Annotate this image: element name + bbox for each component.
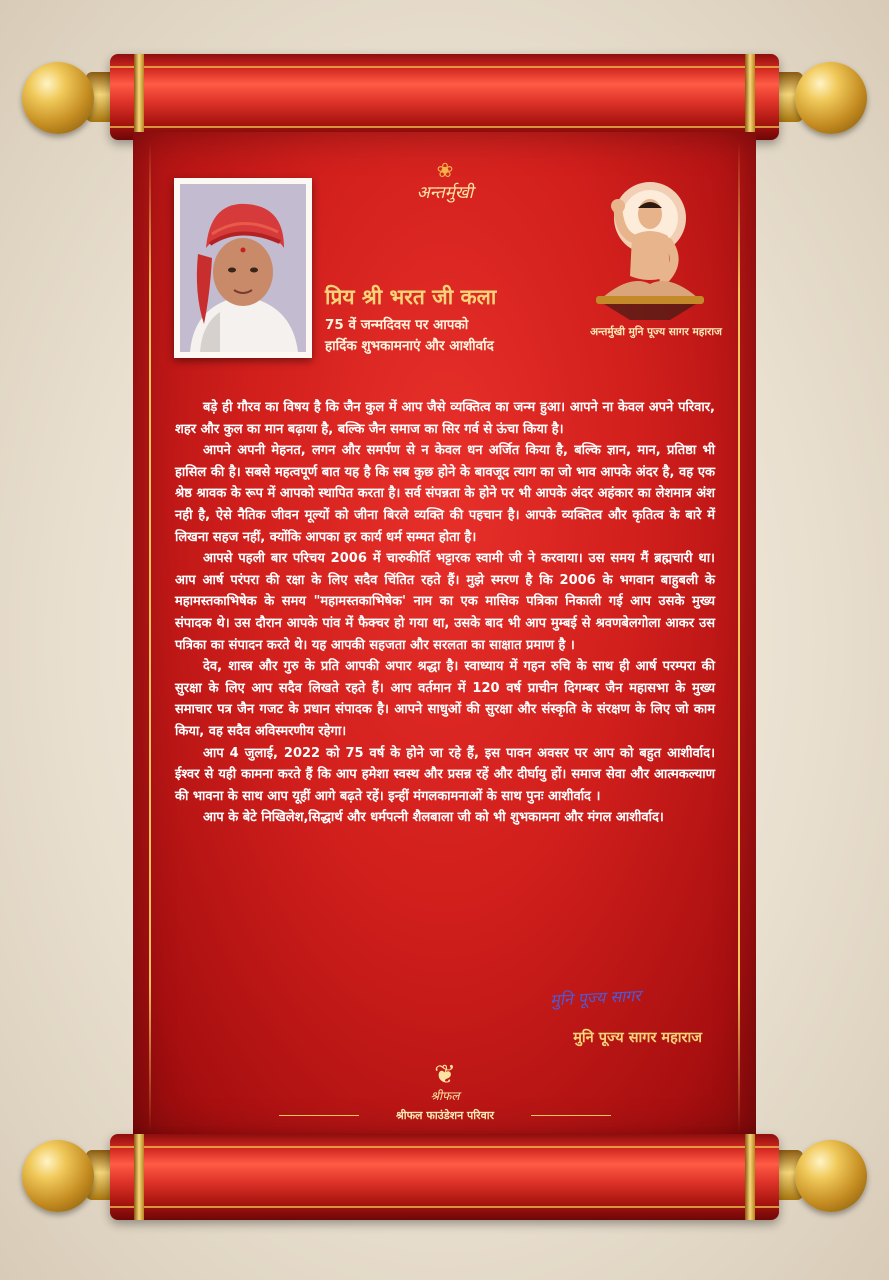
- shriphal-mark-icon: ❦: [434, 1060, 456, 1090]
- monk-caption: अन्तर्मुखी मुनि पूज्य सागर महाराज: [590, 326, 722, 338]
- logo-text: अन्तर्मुखी: [416, 183, 474, 203]
- paragraph-4: देव, शास्त्र और गुरु के प्रति आपकी अपार श्रद्धा है। स्वाध्याय में गहन रुचि के साथ ही आर्ष परम्परा की सुरक्षा के लिए आप सदैव लिखते रहते हैं। आप वर्तमान में 120 वर्ष प्राचीन दिगम्बर जैन महासभा के मुख्य समाचार पत्र जैन गजट के प्रधान संपादक है। आपने साधुओं की सुरक्षा और संस्कृति के संरक्षण के लिए जो काम किया, वह सदैव अविस्मरणीय रहेगा।: [175, 659, 715, 739]
- shriphal-foundation-logo: [405, 1060, 485, 1104]
- recipient-photo: [174, 178, 312, 358]
- paragraph-5: आप 4 जुलाई, 2022 को 75 वर्ष के होने जा रहे हैं, इस पावन अवसर पर आप को बहुत आशीर्वाद। ईश्वर से यही कामना करते हैं कि आप हमेशा स्वस्थ और प्रसन्न रहें और दीर्घायु हों। समाज सेवा और आत्मकल्याण की भावना के साथ आप यूहीं आगे बढ़ते रहें। इन्हीं मंगलकामनाओं के साथ पुनः आशीर्वाद ।: [175, 745, 715, 804]
- paragraph-6: आप के बेटे निखिलेश,सिद्धार्थ और धर्मपत्नी शैलबाला जी को भी शुभकामना और मंगल आशीर्वाद।: [203, 810, 664, 826]
- greeting-title-block: [325, 283, 585, 357]
- bottom-right-knob: [795, 1140, 867, 1212]
- bottom-left-knob: [22, 1140, 94, 1212]
- footer-family-text: श्रीफल फाउंडेशन परिवार: [395, 1109, 495, 1122]
- subtitle-line-2: हार्दिक शुभकामनाएं और आशीर्वाद: [325, 338, 494, 354]
- paragraph-2: आपने अपनी मेहनत, लगन और समर्पण से न केवल धन अर्जित किया है, बल्कि ज्ञान, मान, प्रतिष्ठा भी हासिल की है। सबसे महत्वपूर्ण बात यह है कि सब कुछ होने के बावजूद त्याग का जो भाव आपके अंदर है, वह एक श्रेष्ठ श्रावक के रूप में आपको स्थापित करता है। सर्व संपन्नता के होने पर भी आपके अंदर अहंकार का लेशमात्र अंश नही है, ऐसे नैतिक जीवन मूल्यों को जीना बिरले व्यक्ति की पहचान है। आपके व्यक्तित्व और कृतित्व के बारे में लिखना सहज नहीं, क्योंकि आपका हर कार्य धर्म सम्मत होता है।: [175, 443, 715, 545]
- bottom-scroll-bar: [110, 1134, 779, 1220]
- recipient-title: प्रिय श्री भरत जी कला: [325, 285, 497, 309]
- paragraph-3: आपसे पहली बार परिचय 2006 में चारुकीर्ति भट्टारक स्वामी जी ने करवाया। उस समय मैं ब्रह्मचारी था। आप आर्ष परंपरा की रक्षा के लिए सदैव चिंतित रहते हैं। मुझे स्मरण है कि 2006 के भगवान बाहुबली के महामस्तकाभिषेक के समय "महामस्तकाभिषेक' नाम का एक मासिक पत्रिका निकाली गई आप उसके मुख्य संपादक थे। उस दौरान आपके पांव में फैक्चर हो गया था, उसके बाद भी आप मुम्बई से श्रवणबेलगोला आकर उस पत्रिका का संपादन करते थे। यह आपकी सहजता और सरलता का साक्षात प्रमाण है ।: [175, 551, 715, 653]
- paragraph-1: बड़े ही गौरव का विषय है कि जैन कुल में आप जैसे व्यक्तित्व का जन्म हुआ। आपने ना केवल अपने परिवार, शहर और कुल का मान बढ़ाया है, बल्कि जैन समाज का सिर गर्व से ऊंचा किया है।: [175, 400, 715, 437]
- signatory-name: मुनि पूज्य सागर महाराज: [573, 1030, 702, 1046]
- monk-image: [590, 180, 710, 325]
- handwritten-signature: मुनि पूज्य सागर: [549, 985, 642, 1010]
- antarmukhi-logo: [400, 160, 490, 203]
- footer-family-line: [285, 1108, 605, 1123]
- monk-illustration: [590, 180, 710, 325]
- lotus-icon: ❀: [436, 158, 454, 182]
- top-scroll-bar: [110, 54, 779, 140]
- top-left-knob: [22, 62, 94, 134]
- foundation-logo-text: श्रीफल: [430, 1089, 460, 1103]
- portrait-illustration: [180, 184, 306, 352]
- letter-body: [175, 397, 715, 829]
- subtitle-line-1: 75 वें जन्मदिवस पर आपको: [325, 317, 469, 333]
- top-right-knob: [795, 62, 867, 134]
